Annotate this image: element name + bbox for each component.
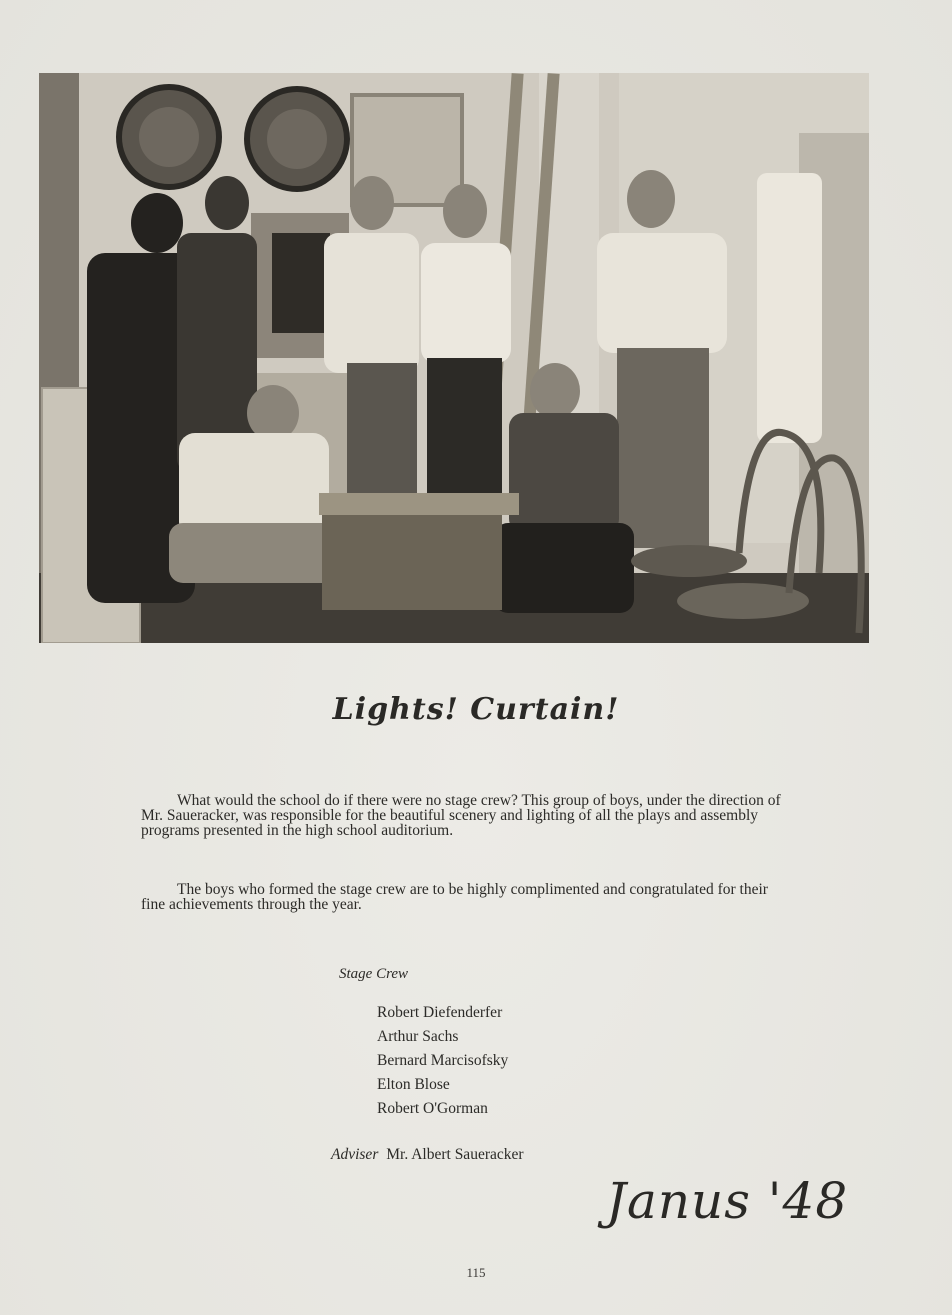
adviser-name: Mr. Albert Saueracker (386, 1146, 524, 1163)
body-paragraph: The boys who formed the stage crew are to be highly complimented and congratulated for their fine achievements through the year. (141, 881, 768, 913)
body-paragraph: What would the school do if there were no stage crew? This group of boys, under the direction of Mr. Saueracker, was responsible for the beautiful scenery and lighting of all the plays and assembly programs presented in the high school auditorium. (141, 792, 781, 839)
stage-crew-photo (39, 73, 869, 643)
crew-label: Stage Crew (339, 966, 409, 982)
crew-member: Robert Diefenderfer (377, 1004, 503, 1021)
crew-member: Elton Blose (377, 1076, 450, 1093)
crew-member: Arthur Sachs (377, 1028, 459, 1045)
adviser-label: Adviser (331, 1146, 379, 1163)
crew-member: Bernard Marcisofsky (377, 1052, 509, 1069)
crew-list (377, 1001, 508, 1121)
page-title: Lights! Curtain! (332, 692, 620, 727)
photo-illustration (39, 73, 869, 643)
adviser-line (331, 1146, 524, 1164)
crew-member: Robert O'Gorman (377, 1100, 488, 1117)
page-number: 115 (466, 1265, 486, 1280)
yearbook-signature: Janus '48 (606, 1172, 849, 1230)
